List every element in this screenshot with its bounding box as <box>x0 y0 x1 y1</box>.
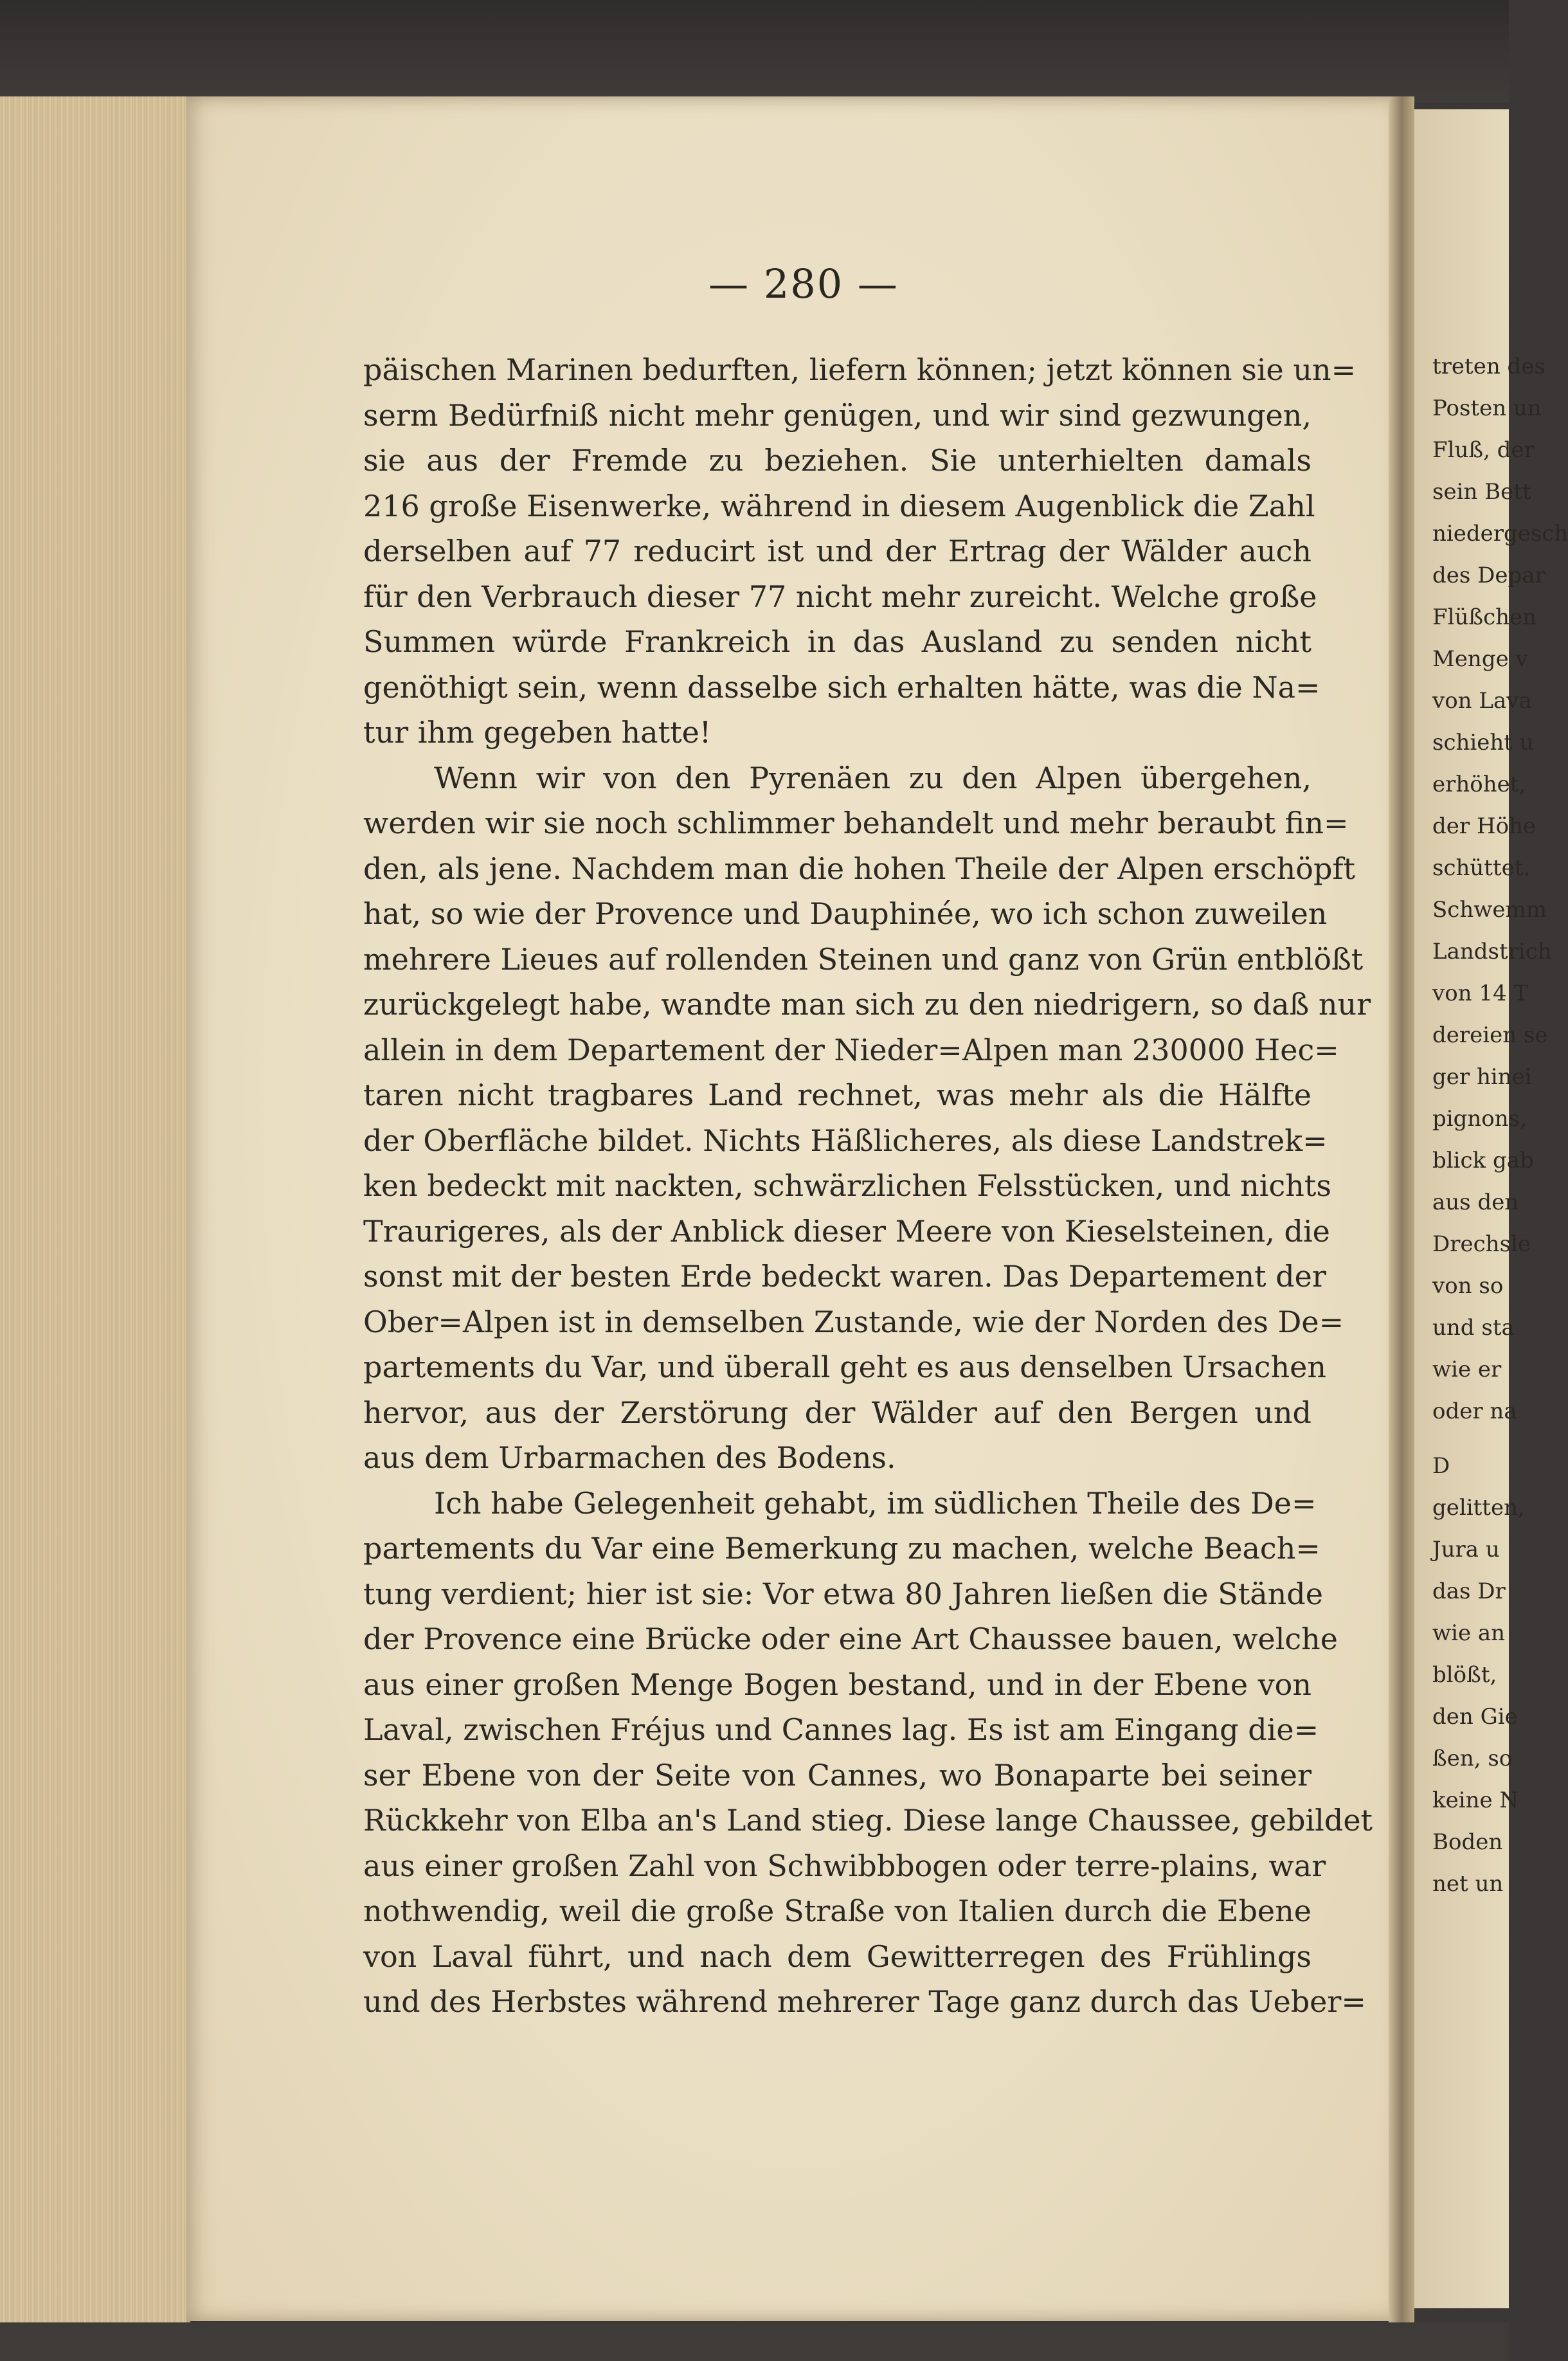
text-line: 216 große Eisenwerke, während in diesem Augenblick die Zahl <box>363 488 1315 523</box>
text-line: serm Bedürfniß nicht mehr genügen, und wir sind gezwungen, <box>363 397 1311 433</box>
next-page-fragment: wie er <box>1432 1357 1502 1382</box>
next-page-fragment: keine N <box>1432 1787 1519 1813</box>
next-page-fragment: blick gab <box>1432 1148 1534 1173</box>
next-page-fragment: Flüßchen <box>1432 604 1537 630</box>
next-page-fragment: oder na <box>1432 1398 1517 1424</box>
text-line: allein in dem Departement der Nieder=Alpen man 230000 Hec= <box>363 1032 1339 1067</box>
text-line: von Laval führt, und nach dem Gewitterregen des Frühlings <box>363 1939 1311 1974</box>
next-page-fragment: wie an <box>1432 1620 1506 1646</box>
next-page-fragment: Landstrich <box>1432 939 1552 964</box>
text-line: sonst mit der besten Erde bedeckt waren. Das Departement der <box>363 1259 1326 1294</box>
next-page-fragment: net un <box>1432 1871 1504 1897</box>
text-line: genöthigt sein, wenn dasselbe sich erhalten hätte, was die Na= <box>363 669 1320 705</box>
text-line: tur ihm gegeben hatte! <box>363 715 712 750</box>
text-line: werden wir sie noch schlimmer behandelt und mehr beraubt fin= <box>363 806 1349 840</box>
next-page-fragment: D <box>1432 1453 1450 1479</box>
text-line: sie aus der Fremde zu beziehen. Sie unterhielten damals <box>363 443 1311 478</box>
next-page-fragment: ßen, so <box>1432 1746 1513 1771</box>
next-page-fragment: von so <box>1432 1273 1504 1299</box>
text-line: ken bedeckt mit nackten, schwärzlichen Felsstücken, und nichts <box>363 1168 1331 1203</box>
text-line: derselben auf 77 reducirt ist und der Ertrag der Wälder auch <box>363 534 1311 568</box>
background-bottom <box>0 2322 1509 2361</box>
next-page-fragment: Jura u <box>1432 1537 1500 1562</box>
next-page-fragment: von 14 T <box>1432 981 1529 1006</box>
text-line: tung verdient; hier ist sie: Vor etwa 80 Jahren ließen die Stände <box>363 1576 1323 1611</box>
next-page-fragment: den Gie <box>1432 1704 1518 1730</box>
next-page-fragment: Drechsle <box>1432 1231 1531 1257</box>
text-line: Wenn wir von den Pyrenäen zu den Alpen übergehen, <box>434 760 1311 795</box>
page-body-text <box>363 347 1373 2025</box>
next-page-fragment: treten des <box>1432 354 1545 379</box>
next-page-fragment: dereien se <box>1432 1022 1548 1048</box>
text-line: aus einer großen Menge Bogen bestand, und in der Ebene von <box>363 1667 1311 1702</box>
text-line: partements du Var, und überall geht es aus denselben Ursachen <box>363 1350 1327 1384</box>
next-page-fragment: gelitten, <box>1432 1495 1525 1521</box>
page-number: — 280 — <box>708 260 899 307</box>
text-line: Ich habe Gelegenheit gehabt, im südlichen Theile des De= <box>434 1485 1317 1521</box>
text-line: und des Herbstes während mehrerer Tage ganz durch das Ueber= <box>363 1984 1366 2019</box>
text-line: mehrere Lieues auf rollenden Steinen und ganz von Grün entblößt <box>363 941 1364 977</box>
next-page-fragment: und sta <box>1432 1315 1515 1341</box>
next-page-fragment: ger hinei <box>1432 1064 1532 1090</box>
text-line: Summen würde Frankreich in das Ausland zu senden nicht <box>363 624 1311 659</box>
next-page-fragment: von Lava <box>1432 688 1532 714</box>
next-page-fragment: Posten un <box>1432 395 1542 421</box>
text-line: päischen Marinen bedurften, liefern können; jetzt können sie un= <box>363 352 1356 387</box>
text-line: für den Verbrauch dieser 77 nicht mehr zureicht. Welche große <box>363 579 1317 614</box>
next-page-fragment: schüttet. <box>1432 855 1531 881</box>
text-line: aus dem Urbarmachen des Bodens. <box>363 1440 896 1475</box>
background-top <box>0 0 1509 103</box>
text-line: Ober=Alpen ist in demselben Zustande, wie der Norden des De= <box>363 1304 1344 1339</box>
next-page-fragment: der Höhe <box>1432 813 1536 839</box>
next-page-fragment: des Depar <box>1432 563 1545 588</box>
book-gutter <box>1389 96 1414 2328</box>
text-line: hat, so wie der Provence und Dauphinée, wo ich schon zuweilen <box>363 896 1328 931</box>
book-page-edges <box>0 96 190 2328</box>
text-line: nothwendig, weil die große Straße von Italien durch die Ebene <box>363 1894 1311 1928</box>
text-line: den, als jene. Nachdem man die hohen Theile der Alpen erschöpft <box>363 851 1355 886</box>
text-line: zurückgelegt habe, wandte man sich zu den niedrigern, so daß nur <box>363 987 1371 1022</box>
next-page-fragment: Boden <box>1432 1829 1503 1855</box>
text-line: hervor, aus der Zerstörung der Wälder auf den Bergen und <box>363 1395 1311 1430</box>
text-line: der Provence eine Brücke oder eine Art Chaussee bauen, welche <box>363 1622 1338 1656</box>
next-page-fragment: erhöhet, <box>1432 772 1526 797</box>
next-page-fragment: pignons, <box>1432 1106 1527 1132</box>
text-line: ser Ebene von der Seite von Cannes, wo Bonaparte bei seiner <box>363 1757 1311 1793</box>
text-line: taren nicht tragbares Land rechnet, was mehr als die Hälfte <box>363 1078 1311 1112</box>
next-page-fragment: niedergesch <box>1432 521 1568 547</box>
text-line: der Oberfläche bildet. Nichts Häßlicheres, als diese Landstrek= <box>363 1123 1328 1158</box>
text-line: aus einer großen Zahl von Schwibbbogen oder terre-plains, war <box>363 1848 1326 1883</box>
text-line: Rückkehr von Elba an's Land stieg. Diese lange Chaussee, gebildet <box>363 1803 1373 1838</box>
next-page-fragment: Menge v <box>1432 646 1528 672</box>
next-page-fragment: aus den <box>1432 1190 1519 1215</box>
next-page-fragment: schieht u <box>1432 730 1534 755</box>
next-page-fragment: das Dr <box>1432 1579 1506 1604</box>
next-page-fragment: blößt, <box>1432 1662 1497 1688</box>
text-line: Traurigeres, als der Anblick dieser Meere von Kieselsteinen, die <box>363 1213 1330 1249</box>
next-page-fragment: sein Bett <box>1432 479 1531 505</box>
text-line: partements du Var eine Bemerkung zu machen, welche Beach= <box>363 1531 1320 1566</box>
next-page-fragment: Fluß, der <box>1432 437 1535 463</box>
next-page-fragment: Schwemm <box>1432 897 1547 923</box>
text-line: Laval, zwischen Fréjus und Cannes lag. Es ist am Eingang die= <box>363 1712 1319 1747</box>
